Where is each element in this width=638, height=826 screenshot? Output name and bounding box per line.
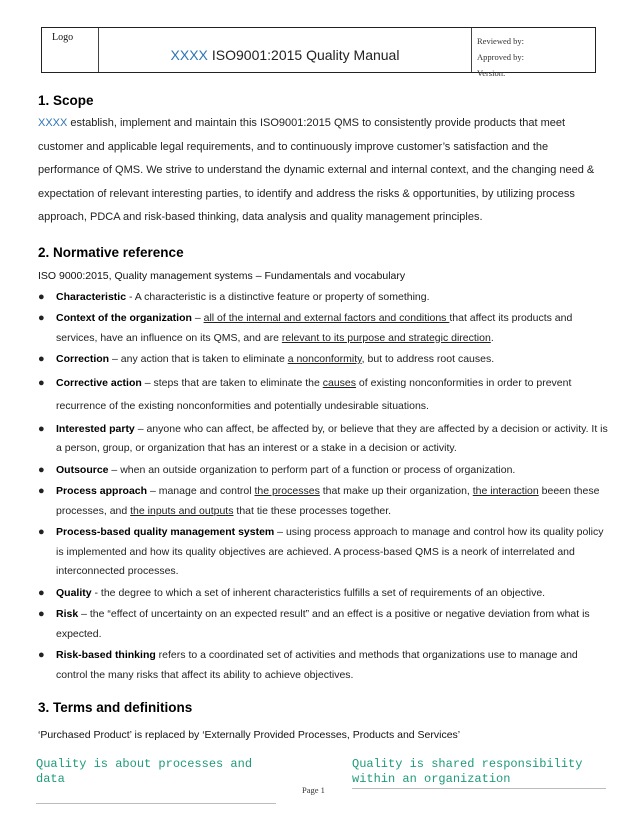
bullet-icon: ● bbox=[38, 649, 45, 661]
definition-item: ● Process approach – manage and control the processes that make up their organization, the interaction beeen these processes, and the inputs and outputs that tie these processes together. bbox=[38, 482, 608, 521]
approval-block bbox=[472, 28, 595, 78]
definition-item: ● Interested party – anyone who can affect, be affected by, or believe that they are affected by a decision or activity. It is a person, group, or organization that has an interest or a stake in a decision or activity. bbox=[38, 420, 608, 459]
scope-text: establish, implement and maintain this ISO9001:2015 QMS to consistently provide products that meet customer and applicable legal requirements, and to continuously improve customer’s satisfaction and the performance of QMS. We strive to understand the dynamic external and internal context, and the changing need & expectation of relevant interesting parties, to identify and address the risks & opportunities, by utilizing process approach, PDCA and risk-based thinking, data analysis and quality management principles. bbox=[38, 117, 595, 223]
normative-heading: 2. Normative reference bbox=[38, 244, 184, 260]
bullet-icon: ● bbox=[38, 586, 45, 599]
footer-quote-left: Quality is about processes and data bbox=[36, 757, 276, 804]
definition-item: ● Corrective action – steps that are taken to eliminate the causes of existing nonconformities in order to prevent recurrence of the existing nonconformities and potentially undesirable situations. bbox=[38, 372, 608, 418]
scope-paragraph bbox=[38, 112, 608, 230]
bullet-icon: ● bbox=[38, 463, 45, 476]
terms-heading: 3. Terms and definitions bbox=[38, 700, 193, 715]
bullet-icon: ● bbox=[38, 312, 45, 324]
document-body bbox=[38, 90, 608, 745]
definition-item: ● Characteristic - A characteristic is a distinctive feature or property of something. bbox=[38, 288, 608, 308]
bullet-icon: ● bbox=[38, 526, 45, 538]
definition-item: ● Risk – the “effect of uncertainty on an expected result” and an effect is a positive or negative deviation from what is expected. bbox=[38, 605, 608, 644]
bullet-icon: ● bbox=[38, 290, 45, 303]
scope-company-placeholder: XXXX bbox=[38, 117, 68, 129]
definitions-list bbox=[38, 288, 608, 686]
definition-item: ● Correction – any action that is taken to eliminate a nonconformity, but to address root causes. bbox=[38, 350, 608, 370]
document-header bbox=[41, 27, 596, 78]
bullet-icon: ● bbox=[38, 422, 45, 435]
normative-reference: ISO 9000:2015, Quality management systems – Fundamentals and vocabulary bbox=[38, 269, 406, 282]
definition-item: ● Quality - the degree to which a set of inherent characteristics fulfills a set of requirements of an objective. bbox=[38, 584, 608, 604]
footer-quote-right: Quality is shared responsibility within an organization bbox=[352, 757, 606, 789]
bullet-icon: ● bbox=[38, 485, 45, 497]
document-title bbox=[99, 28, 472, 72]
title-text: ISO9001:2015 Quality Manual bbox=[211, 47, 400, 63]
page-number: Page 1 bbox=[302, 785, 325, 795]
bullet-icon: ● bbox=[38, 376, 45, 389]
definition-item: ● Risk-based thinking refers to a coordinated set of activities and methods that organizations use to manage and control the many risks that affect its ability to achieve objectives. bbox=[38, 646, 608, 685]
approved-by-label: Approved by: bbox=[477, 52, 524, 62]
reviewed-by-label: Reviewed by: bbox=[477, 36, 524, 46]
bullet-icon: ● bbox=[38, 608, 45, 620]
version-label: Version: bbox=[477, 68, 506, 78]
bullet-icon: ● bbox=[38, 353, 45, 365]
logo-placeholder: Logo bbox=[42, 28, 99, 72]
definition-item: ● Outsource – when an outside organization to perform part of a function or process of organization. bbox=[38, 461, 608, 481]
terms-text: ‘Purchased Product’ is replaced by ‘Externally Provided Processes, Products and Services’ bbox=[38, 729, 461, 741]
scope-heading: 1. Scope bbox=[38, 93, 94, 108]
title-company-placeholder: XXXX bbox=[170, 47, 208, 63]
definition-item: ● Context of the organization – all of the internal and external factors and conditions that affect its products and services, have an influence on its QMS, and are relevant to its purpose and strategic direction. bbox=[38, 309, 608, 348]
definition-item: ● Process-based quality management system – using process approach to manage and control how its quality policy is implemented and how its quality objectives are achieved. A process-based QMS is a neork of interrelated and interconnected processes. bbox=[38, 523, 608, 582]
